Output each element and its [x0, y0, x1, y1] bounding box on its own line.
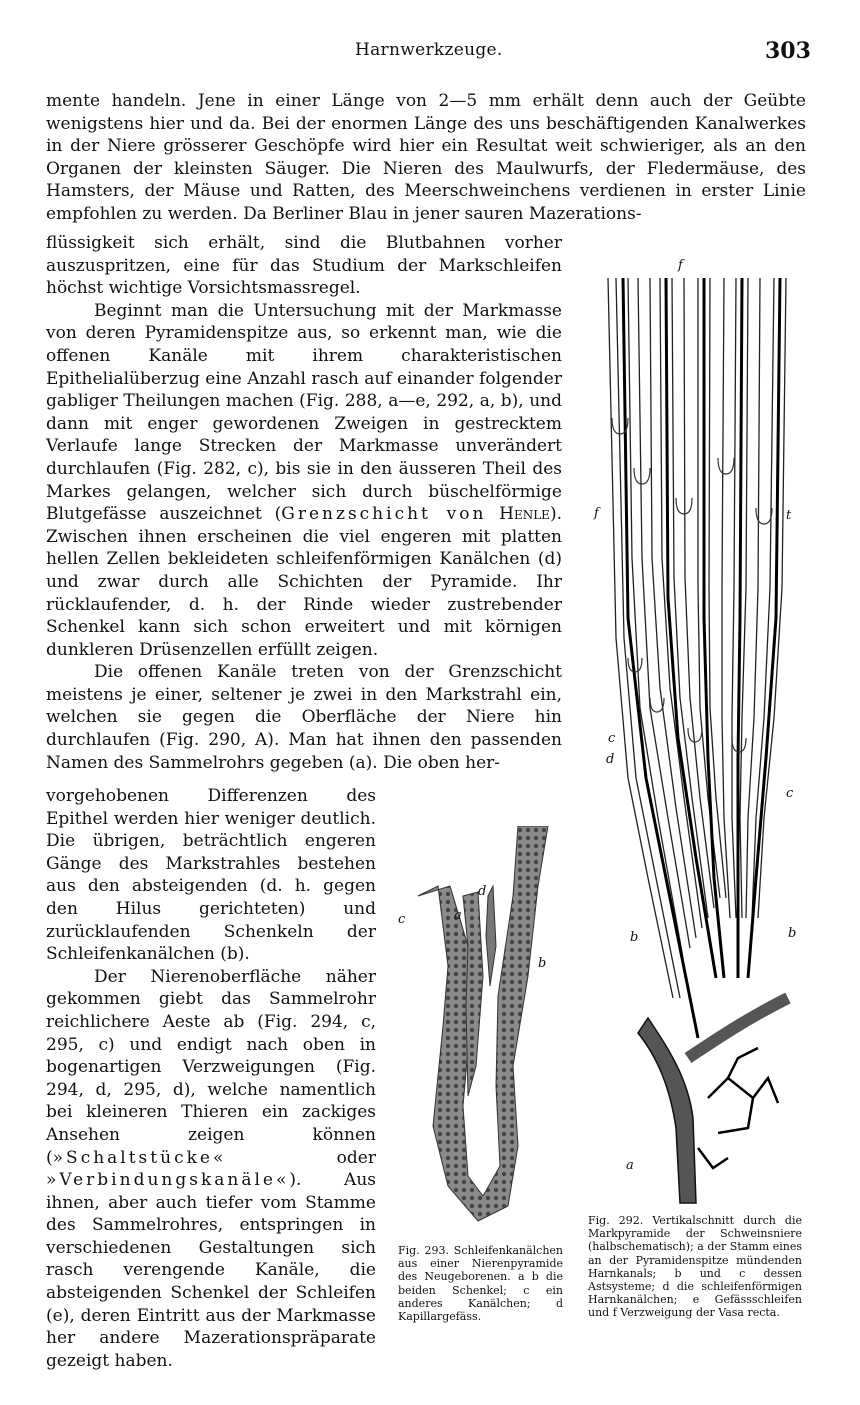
label-b: b [538, 956, 547, 971]
label-c-right: c [786, 786, 794, 801]
term-verbindungskanaele: »Verbindungskanäle« [46, 1170, 290, 1191]
label-a-left: a [626, 1158, 634, 1173]
page-header [0, 38, 860, 68]
label-f-left: f [594, 506, 599, 521]
text-block-left-column [46, 232, 562, 774]
label-c: c [398, 912, 406, 927]
paragraph-1: mente handeln. Jene in einer Länge von 2—5 mm erhält denn auch der Geübte wenigstens hier und da. Bei der enormen Länge des uns beschäftigenden Kanalwerkes in der Niere grösserer Geschöpfe wird hier ein Resultat weit schwieriger, als an den Organen der kleinsten Säuger. Die Nieren des Maulwurfs, der Fledermäuse, des Hamsters, der Mäuse und Ratten, des Meerschweinchens verdienen in erster Linie empfohlen zu werden. Da Berliner Blau in jener sauren Mazerations- [46, 91, 806, 224]
paragraph-2: Beginnt man die Untersuchung mit der Markmasse von deren Pyramidenspitze aus, so erkennt man, wie die offenen Kanäle mit ihrem charakteristischen Epithelialüberzug eine Anzahl rasch auf einander folgender gabliger Theilungen machen (Fig. 288, a—e, 292, a, b), und dann mit enger gewordenen Zweigen in gestrecktem Verlaufe lange Strecken der Markmasse unverändert durchlaufen (Fig. 282, c), bis sie in den äusseren Theil des Markes gelangen, welcher sich durch büschelförmige Blutgefässe auszeichnet (Grenzschicht von Henle). Zwischen ihnen erscheinen die viel engeren mit platten hellen Zellen bekleideten schleifenförmigen Kanälchen (d) und zwar durch alle Schichten der Pyramide. Ihr rücklaufender, d. h. der Rinde wieder zustrebender Schenkel kann sich schon erweitert und mit körnigen dunkleren Drüsenzellen erfüllt zeigen. [46, 300, 562, 660]
running-title: Harnwerkzeuge. [355, 40, 503, 60]
figure-292-caption: Fig. 292. Vertikalschnitt durch die Markpyramide der Schweinsniere (halbschematisch); a der Stamm eines an der Pyramidenspitze mündenden Harnkanals; b und c dessen Astsysteme; d die schleifenförmigen Harnkanälchen; e Gefässschleifen und f Verzweigung der Vasa recta. [588, 1214, 802, 1320]
term-grenzschicht: Grenzschicht von [281, 504, 487, 525]
label-a: a [454, 908, 462, 923]
label-d-left: d [606, 752, 615, 767]
text-block-narrow-column [46, 785, 376, 1372]
figure-292-drawing [588, 258, 808, 1208]
paragraph-4: Der Nierenoberfläche näher gekommen giebt das Sammelrohr reichlichere Aeste ab (Fig. 294, c, 295, c) und endigt nach oben in bogenartigen Verzweigungen (Fig. 294, d, 295, d), welche namentlich bei kleineren Thieren ein zackiges Ansehen zeigen können (»Schaltstücke« oder »Verbindungskanäle«). Aus ihnen, aber auch tiefer vom Stamme des Sammelrohres, entspringen in verschiedenen Gestaltungen sich rasch verengende Kanäle, die absteigenden Schenkel der Schleifen (e), deren Eintritt aus der Markmasse her andere Mazerationspräparate gezeigt haben. [46, 966, 376, 1371]
label-f-top: f [678, 258, 683, 273]
text-block-full-width [46, 90, 806, 226]
page-number: 303 [765, 38, 811, 64]
paragraph-3: Die offenen Kanäle treten von der Grenzschicht meistens je einer, seltener je zwei in den Markstrahl ein, welchen sie gegen die Oberfläche der Niere hin durchlaufen (Fig. 290, A). Man hat ihnen den passenden Namen des Sammelrohrs gegeben (a). Die oben her- [46, 662, 562, 773]
figure-293-illustration [388, 826, 568, 1236]
term-schaltstuecke: »Schaltstücke« [52, 1147, 227, 1168]
label-b-right: b [788, 926, 797, 941]
label-b-left: b [630, 930, 639, 945]
author-henle: Henle [499, 504, 550, 525]
label-t-right: t [786, 508, 792, 523]
label-c-left: c [608, 731, 616, 746]
label-d: d [478, 884, 487, 899]
figure-293-caption: Fig. 293. Schleifenkanälchen aus einer Nierenpyramide des Neugeborenen. a b die beiden Schenkel; c ein anderes Kanälchen; d Kapillargefäss. [398, 1244, 563, 1324]
paragraph-1-continued: flüssigkeit sich erhält, sind die Blutbahnen vorher auszuspritzen, eine für das Studium der Markschleifen höchst wichtige Vorsichtsmassregel. [46, 233, 562, 299]
paragraph-3-continued: vorgehobenen Differenzen des Epithel werden hier weniger deutlich. Die übrigen, beträchtlich engeren Gänge des Markstrahles bestehen aus den absteigenden (d. h. gegen den Hilus gerichteten) und zurücklaufenden Schenkeln der Schleifenkanälchen (b). [46, 786, 376, 965]
figure-292-illustration [588, 258, 808, 1208]
